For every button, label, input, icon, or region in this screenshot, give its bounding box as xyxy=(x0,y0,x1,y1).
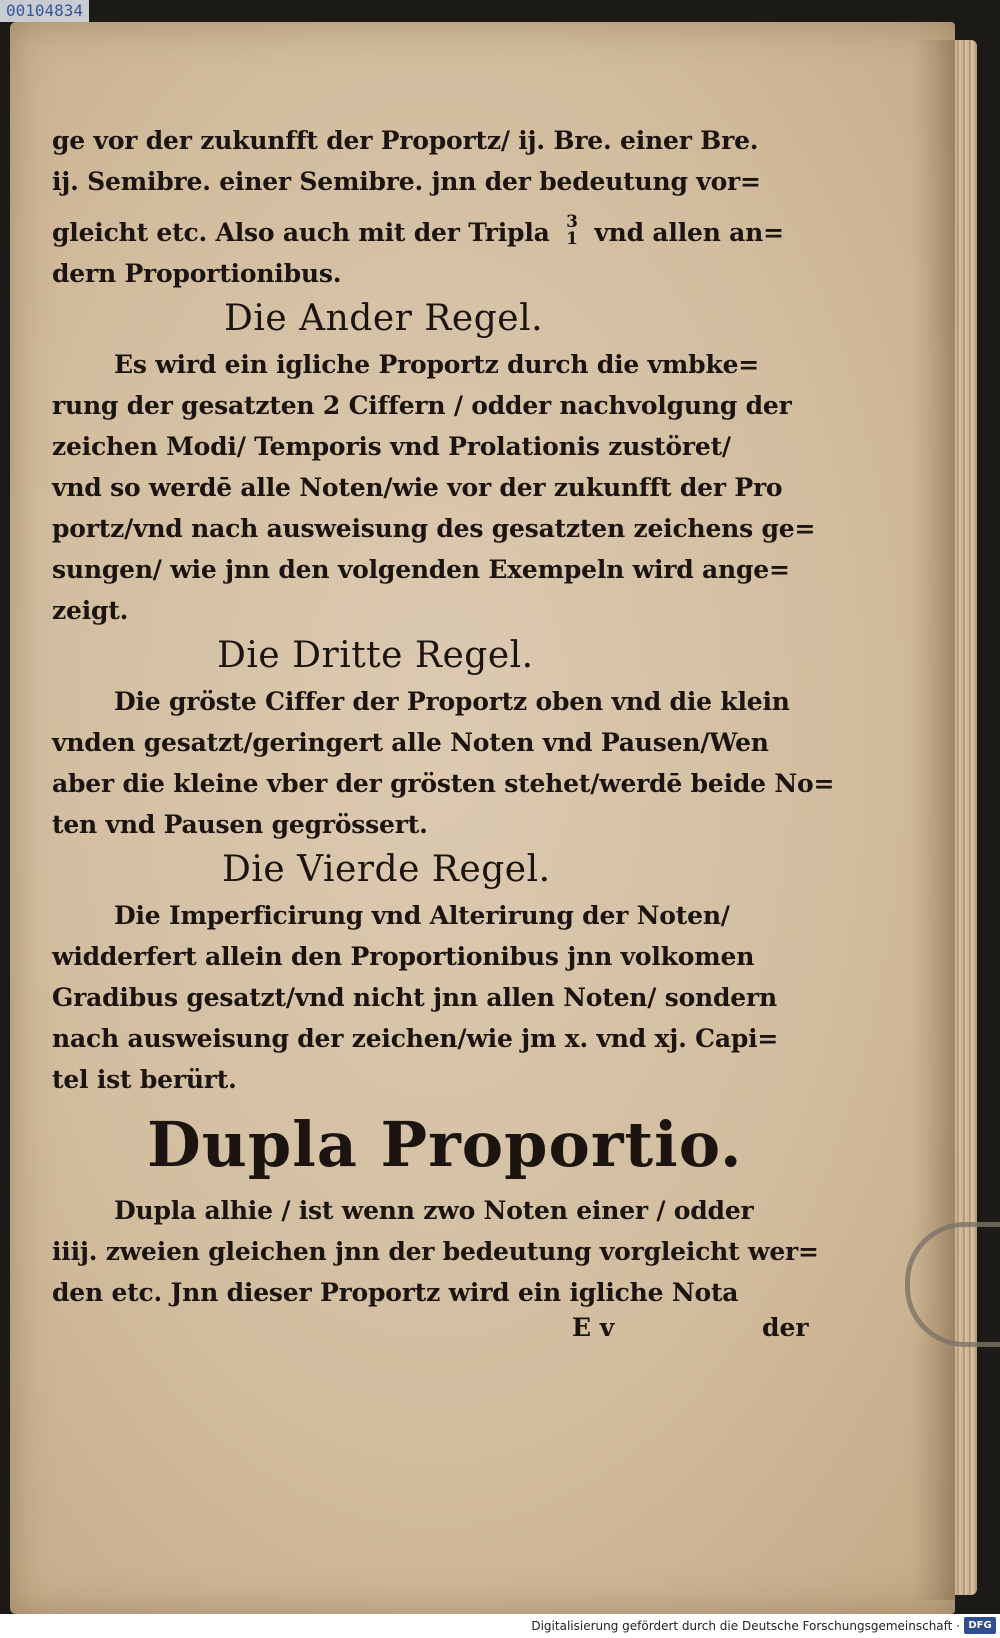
text-line: Dupla alhie / ist wenn zwo Noten einer / odder xyxy=(114,1196,754,1225)
heading-dritte-regel: Die Dritte Regel. xyxy=(217,635,534,676)
text-line: vnden gesatzt/geringert alle Noten vnd Pausen/Wen xyxy=(52,728,769,757)
text-line: ij. Semibre. einer Semibre. jnn der bedeutung vor= xyxy=(52,167,761,196)
dfg-logo-icon: DFG xyxy=(964,1617,996,1634)
text-line: portz/vnd nach ausweisung des gesatzten zeichens ge= xyxy=(52,514,816,543)
text-line: dern Proportionibus. xyxy=(52,259,342,288)
tripla-text-before: gleicht etc. Also auch mit der Tripla xyxy=(52,218,550,247)
signature-line xyxy=(52,1313,822,1353)
text-line: rung der gesatzten 2 Ciffern / odder nachvolgung der xyxy=(52,391,792,420)
text-line: Es wird ein igliche Proportz durch die vmbke= xyxy=(114,350,760,379)
fraction-numerator: 3 xyxy=(566,211,578,232)
tripla-line xyxy=(52,212,822,253)
text-line: iiij. zweien gleichen jnn der bedeutung vorgleicht wer= xyxy=(52,1237,819,1266)
scan-id-label: 00104834 xyxy=(0,0,89,22)
text-line: sungen/ wie jnn den volgenden Exempeln wird ange= xyxy=(52,555,790,584)
tripla-fraction xyxy=(566,211,578,249)
fraction-denominator: 1 xyxy=(566,228,578,249)
text-line: ten vnd Pausen gegrössert. xyxy=(52,810,428,839)
text-line: Gradibus gesatzt/vnd nicht jnn allen Noten/ sondern xyxy=(52,983,777,1012)
text-line: widderfert allein den Proportionibus jnn volkomen xyxy=(52,942,755,971)
fore-edge-shadow xyxy=(912,40,956,1600)
text-line: aber die kleine vber der grösten stehet/werdē beide No= xyxy=(52,769,835,798)
text-line: Die gröste Ciffer der Proportz oben vnd die klein xyxy=(114,687,790,716)
section-title-dupla-proportio: Dupla Proportio. xyxy=(147,1108,743,1181)
text-line: zeichen Modi/ Temporis vnd Prolationis zustöret/ xyxy=(52,432,731,461)
text-line: tel ist berürt. xyxy=(52,1065,237,1094)
heading-vierde-regel: Die Vierde Regel. xyxy=(222,849,551,890)
footer-credit-text: Digitalisierung gefördert durch die Deutsche Forschungsgemeinschaft · xyxy=(531,1619,960,1633)
text-line: den etc. Jnn dieser Proportz wird ein igliche Nota xyxy=(52,1278,739,1307)
tripla-text-after: vnd allen an= xyxy=(594,218,784,247)
catchword: der xyxy=(762,1313,809,1342)
signature-mark: E v xyxy=(572,1313,615,1342)
page-text xyxy=(52,120,835,1353)
heading-ander-regel: Die Ander Regel. xyxy=(224,298,544,339)
text-line: Die Imperficirung vnd Alterirung der Noten/ xyxy=(114,901,730,930)
digitization-footer xyxy=(0,1614,1000,1638)
page-stack-edge xyxy=(955,40,977,1595)
text-line: ge vor der zukunfft der Proportz/ ij. Bre. einer Bre. xyxy=(52,126,759,155)
text-line: vnd so werdē alle Noten/wie vor der zukunfft der Pro xyxy=(52,473,783,502)
text-line: zeigt. xyxy=(52,596,129,625)
text-line: nach ausweisung der zeichen/wie jm x. vnd xj. Capi= xyxy=(52,1024,779,1053)
